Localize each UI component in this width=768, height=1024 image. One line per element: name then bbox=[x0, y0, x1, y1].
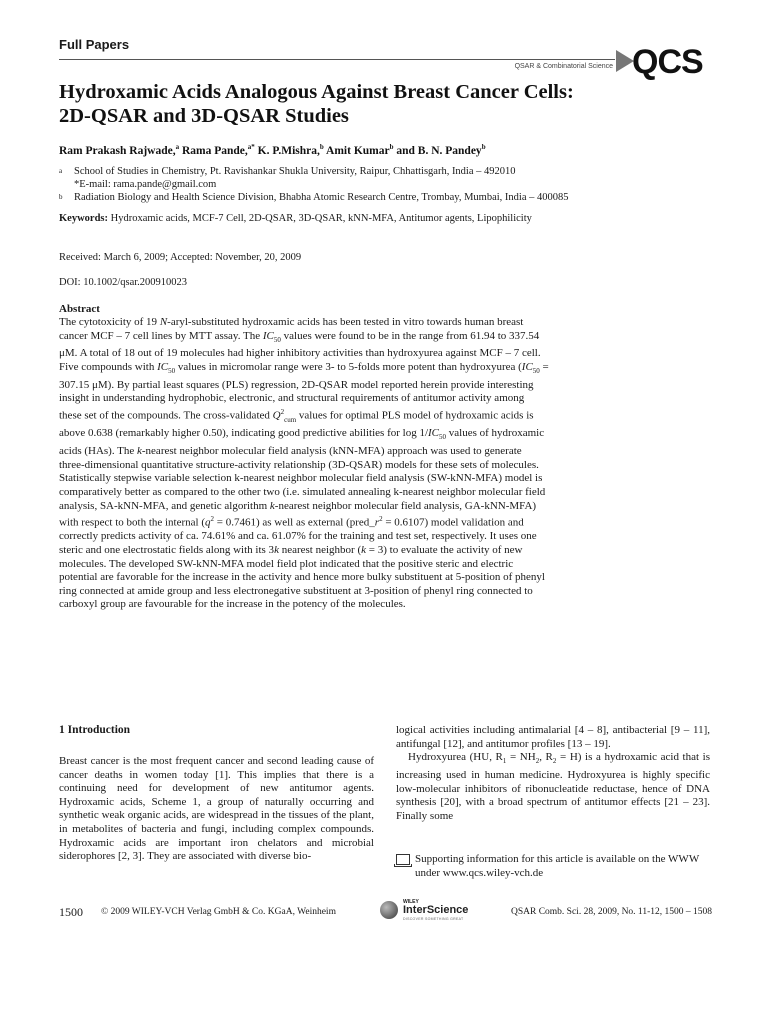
abstract-text: -nearest neighbor molecular field analysis (kNN-MFA) approach was used to generate three-dimensional quantitative structure-activity relationship (3D-QSAR) models for these sets of molecules. Statistically stepwise variable selection k-nearest neighbor molecular field analysis (SW-kNN-MFA) model is comparatively better as compared to the other two (i.e. simulated annealing k-nearest neighbor molecular field analysis, SA-kNN-MFA, and genetic algorithm bbox=[59, 445, 546, 512]
logo-tagline: DISCOVER SOMETHING GREAT bbox=[403, 917, 464, 921]
intro-text: Hydroxyurea (HU, R bbox=[408, 751, 503, 764]
abstract-italic: r bbox=[374, 516, 380, 529]
intro-column-2 bbox=[396, 724, 710, 823]
computer-icon bbox=[396, 854, 410, 865]
logo-wiley: WILEY bbox=[403, 899, 419, 905]
author-name: K. P.Mishra, bbox=[257, 144, 320, 157]
author-list bbox=[59, 143, 709, 157]
page-number: 1500 bbox=[59, 905, 83, 919]
affiliation-mark: a bbox=[59, 167, 63, 175]
author-affil: b bbox=[319, 143, 324, 151]
corresponding-email: *E-mail: rama.pande@gmail.com bbox=[74, 179, 217, 190]
abstract-body bbox=[59, 316, 549, 612]
logo-text: QCS bbox=[632, 43, 703, 81]
intro-sub: 2 bbox=[535, 757, 540, 766]
intro-text: = H) is a hydroxamic acid that is increasing used in human medicine. Hydroxyurea is highly specific low-molecular inhibitors of ribonucleatide reductase, hence of DNA synthesis [20], with a broad spectrum of antitumor effects [21 – 23]. Finally some bbox=[396, 751, 710, 822]
abstract-text: = 3) to evaluate the activity of new molecules. The developed SW-kNN-MFA model field plot indicated that the positive steric and electric potential are favorable for the increase in the activity and hence more bulky substituent at 5-position of phenyl ring connected at amide group and less electronegative substituent at 3-position of phenyl ring connected to carboxyl group are favourable for the increase in the potency of the molecules. bbox=[59, 543, 545, 611]
abstract-text: = 0.6107) model validation and correctly predicts activity of ca. 74.61% and ca. 61.07% for the training and test set, respectively. It uses one steric and one electrostatic fields along with its 3 bbox=[59, 516, 537, 556]
article-title bbox=[59, 80, 709, 128]
title-line-1: Hydroxamic Acids Analogous Against Breast Cancer Cells: bbox=[59, 81, 574, 103]
intro-text: , R bbox=[539, 751, 553, 764]
abstract-sub: cum bbox=[284, 415, 297, 424]
title-line-2: 2D-QSAR and 3D-QSAR Studies bbox=[59, 105, 349, 127]
affiliation-b bbox=[59, 191, 719, 204]
copyright: © 2009 WILEY-VCH Verlag GmbH & Co. KGaA, Weinheim bbox=[101, 907, 336, 917]
abstract-italic: q bbox=[205, 516, 211, 529]
affiliation-text: Radiation Biology and Health Science Division, Bhabha Atomic Research Centre, Trombay, Mumbai, India – 400085 bbox=[74, 192, 569, 203]
affiliation-a bbox=[59, 165, 719, 191]
abstract-italic: IC bbox=[428, 427, 440, 440]
abstract-sub: 50 bbox=[168, 367, 176, 376]
abstract-text: -nearest neighbor molecular field analysis, GA-kNN-MFA) with respect to both the internal ( bbox=[59, 499, 537, 529]
author-affil: a bbox=[175, 143, 180, 151]
supporting-info-text: Supporting information for this article is available on the WWW under www.qcs.wiley-vch.de bbox=[415, 853, 699, 879]
intro-paragraph: logical activities including antimalarial [4 – 8], antibacterial [9 – 11], antifungal [12], and antitumor profiles [13 – 19]. bbox=[396, 724, 710, 750]
abstract-italic: k bbox=[269, 499, 275, 512]
intro-text: = NH bbox=[506, 751, 536, 764]
abstract-sup: 2 bbox=[379, 515, 383, 524]
journal-logo bbox=[616, 40, 716, 84]
abstract-text: values in micromolar range were 3- to 5-folds more potent than hydroxyurea ( bbox=[175, 360, 522, 373]
author-affil: b bbox=[481, 143, 486, 151]
globe-icon bbox=[380, 901, 398, 919]
abstract-sup: 2 bbox=[280, 407, 285, 416]
abstract-text: values for optimal PLS model of hydroxamic acids is above 0.638 (remarkably higher 0.50), indicating good predictive abilities for log 1/ bbox=[59, 409, 534, 440]
author-affil: a* bbox=[247, 143, 255, 151]
intro-sub: 1 bbox=[502, 757, 507, 766]
keywords bbox=[59, 212, 559, 225]
doi: DOI: 10.1002/qsar.200910023 bbox=[59, 277, 188, 288]
author-name: Rama Pande, bbox=[181, 144, 248, 157]
abstract-text: values of hydroxamic acids (HAs). The bbox=[59, 427, 545, 458]
intro-paragraph bbox=[396, 751, 710, 823]
abstract-sub: 50 bbox=[439, 433, 447, 442]
affiliation-mark: b bbox=[59, 193, 63, 201]
section-label: Full Papers bbox=[59, 37, 130, 52]
abstract-heading: Abstract bbox=[59, 303, 100, 315]
keywords-label: Keywords: bbox=[59, 213, 108, 224]
abstract-italic: IC bbox=[262, 329, 274, 342]
citation: QSAR Comb. Sci. 28, 2009, No. 11-12, 1500 – 1508 bbox=[510, 907, 712, 917]
abstract-italic: IC bbox=[157, 360, 169, 373]
section-heading-introduction: 1 Introduction bbox=[59, 724, 131, 736]
interscience-logo bbox=[380, 899, 490, 923]
abstract-text: = 0.7461) as well as external (pred_ bbox=[214, 516, 375, 529]
abstract-italic: k bbox=[361, 543, 367, 556]
header-rule bbox=[59, 59, 615, 60]
abstract-sub: 50 bbox=[532, 367, 540, 376]
abstract-text: -aryl-substituted hydroxamic acids has been tested in vitro towards human breast cancer MCF – 7 cell lines by MTT assay. The bbox=[59, 316, 524, 342]
abstract-italic: N bbox=[159, 316, 168, 328]
affiliation-text: School of Studies in Chemistry, Pt. Ravishankar Shukla University, Raipur, Chhattisgarh, India – 492010 bbox=[74, 166, 516, 177]
keywords-text: Hydroxamic acids, MCF-7 Cell, 2D-QSAR, 3D-QSAR, kNN-MFA, Antitumor agents, Lipophilicity bbox=[110, 213, 532, 224]
logo-interscience: InterScience bbox=[403, 904, 469, 916]
author-name: Amit Kumar bbox=[326, 144, 390, 157]
abstract-text: The cytotoxicity of 19 bbox=[59, 316, 160, 328]
abstract-text: values were found to be in the range from 61.94 to 337.54 μM. A total of 18 out of 19 molecules had higher inhibitory activities than hydroxyurea against MCF – 7 cell. Five compounds with bbox=[59, 329, 541, 373]
author-name: and B. N. Pandey bbox=[396, 144, 482, 157]
received-date: Received: March 6, 2009; Accepted: November, 20, 2009 bbox=[59, 252, 302, 263]
abstract-text: = 307.15 μM). By partial least squares (PLS) regression, 2D-QSAR model reported herein provide interesting insight in understanding hydrophobic, electronic, and structural requirements of antitumor activity among these set of the compounds. The cross-validated bbox=[59, 360, 549, 422]
abstract-italic: Q bbox=[272, 409, 281, 422]
journal-name: QSAR & Combinatorial Science bbox=[514, 63, 613, 70]
abstract-italic: IC bbox=[521, 360, 533, 373]
author-name: Ram Prakash Rajwade, bbox=[59, 144, 176, 157]
abstract-sub: 50 bbox=[273, 335, 281, 344]
abstract-text: nearest neighbor ( bbox=[278, 543, 362, 556]
abstract-italic: k bbox=[137, 445, 142, 458]
intro-column-1: Breast cancer is the most frequent cancer and second leading cause of cancer deaths in women today [1]. This implies that there is a continuing need for development of new antitumor agents. Hydroxamic acids, Scheme 1, a group of naturally occurring and synthetic weak organic acids, are widespread in the tissues of the plant, in metabolites of bacteria and fungi, including complex compounds. Hydroxamic acids are important iron chelators and microbial siderophores [2, 3]. They are associated with diverse bio- bbox=[59, 755, 374, 863]
abstract-sup: 2 bbox=[210, 515, 215, 524]
author-affil: b bbox=[389, 143, 394, 151]
abstract-italic: k bbox=[274, 543, 279, 556]
intro-sub: 2 bbox=[552, 757, 557, 766]
